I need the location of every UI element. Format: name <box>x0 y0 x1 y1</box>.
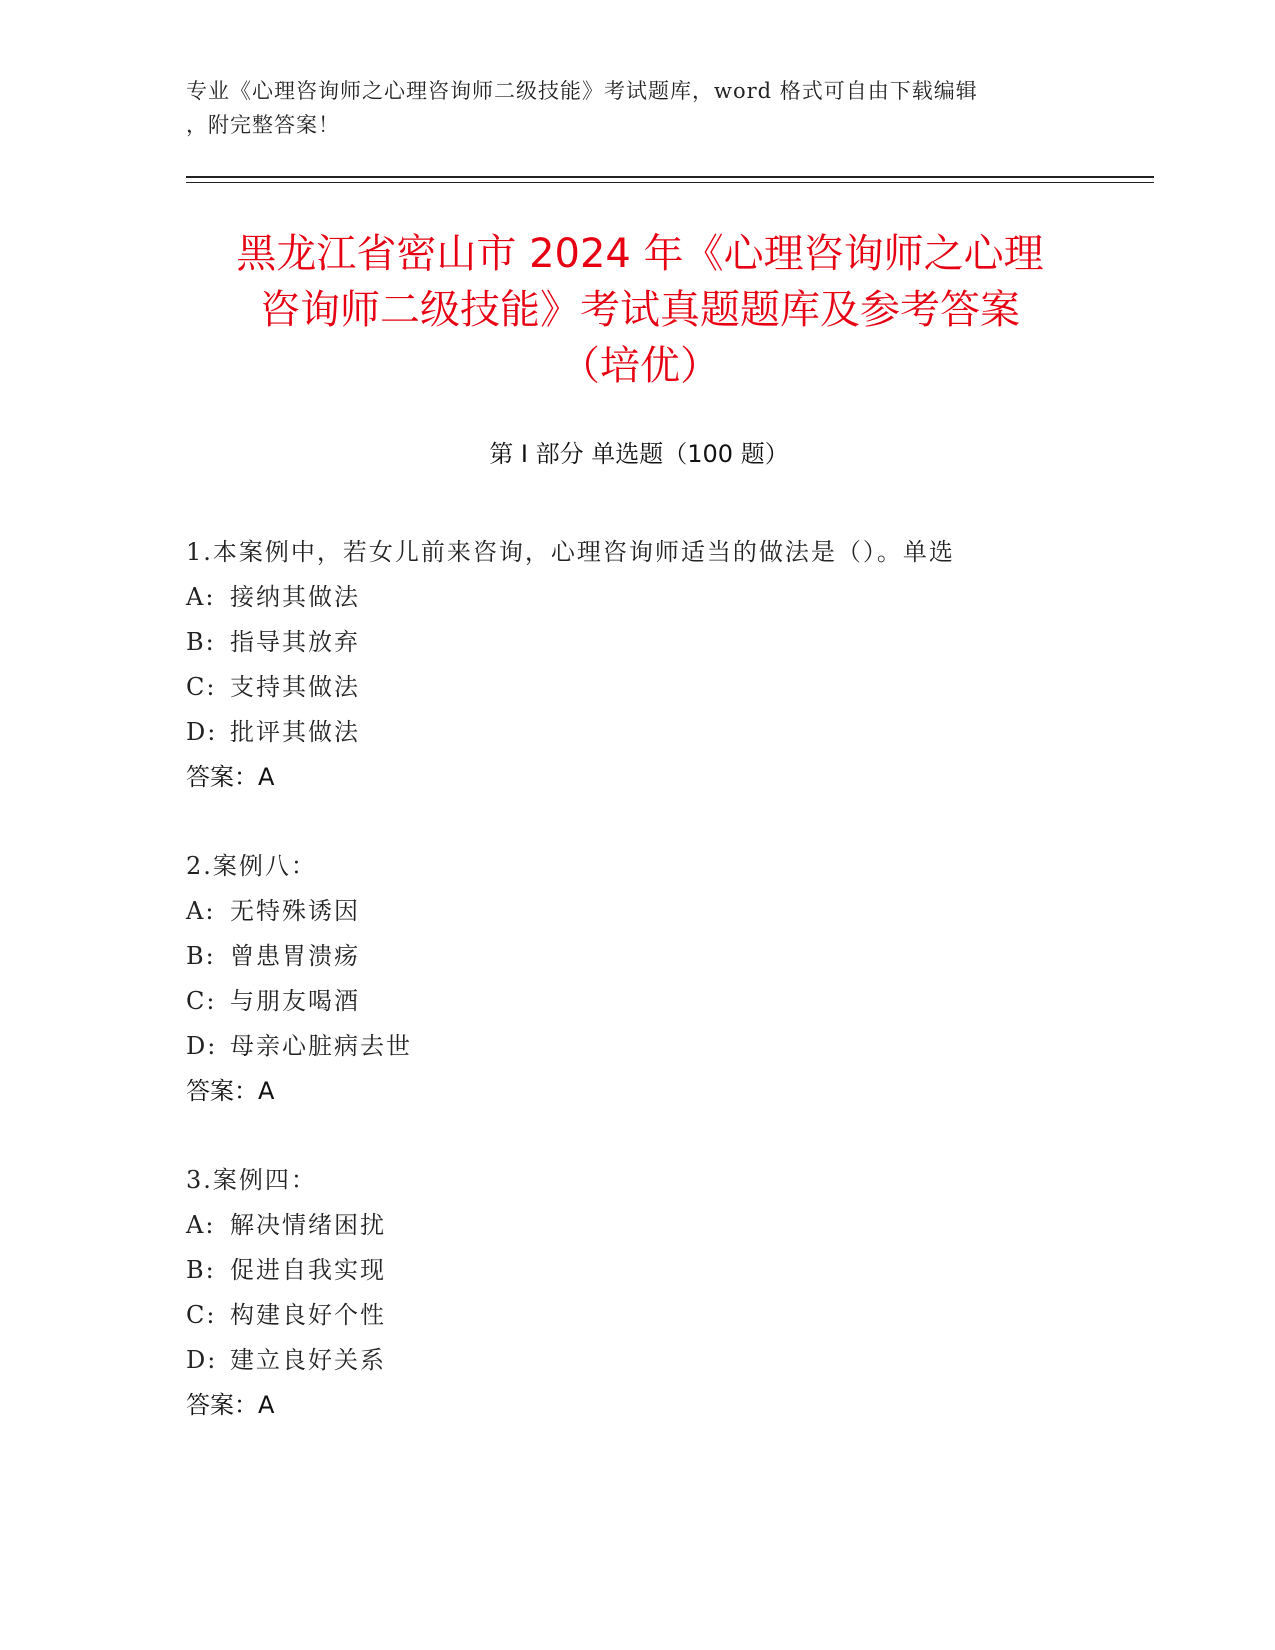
option-text: 无特殊诱因 <box>230 897 360 925</box>
answer-label: 答案： <box>186 763 258 791</box>
option-c <box>186 1293 1086 1338</box>
option-key: B: <box>186 628 216 656</box>
document-title-line-3: （培优） <box>560 343 720 389</box>
option-a <box>186 575 1086 620</box>
option-a <box>186 889 1086 934</box>
option-text: 解决情绪困扰 <box>230 1211 386 1239</box>
question-stem: 2.案例八： <box>186 852 317 880</box>
document-title <box>160 226 1120 394</box>
header-note: 专业《心理咨询师之心理咨询师二级技能》考试题库，word 格式可自由下载编辑 ，附完整答案！ <box>186 79 978 137</box>
header-divider-thick <box>186 176 1154 178</box>
option-text: 构建良好个性 <box>230 1301 386 1329</box>
option-key: D: <box>186 1346 218 1374</box>
option-d <box>186 1024 1086 1069</box>
question-stem: 1.本案例中，若女儿前来咨询，心理咨询师适当的做法是（）。单选 <box>186 538 955 566</box>
option-b <box>186 620 1086 665</box>
answer-label: 答案： <box>186 1077 258 1105</box>
answer-line <box>186 1383 1086 1428</box>
option-key: C: <box>186 673 217 701</box>
document-title-line-2: 咨询师二级技能》考试真题题库及参考答案 <box>260 287 1020 333</box>
answer-value: A <box>258 763 275 791</box>
option-text: 指导其放弃 <box>230 628 360 656</box>
option-key: A: <box>186 583 216 611</box>
option-b <box>186 1248 1086 1293</box>
option-text: 母亲心脏病去世 <box>230 1032 412 1060</box>
option-text: 建立良好关系 <box>230 1346 386 1374</box>
option-c <box>186 979 1086 1024</box>
option-text: 支持其做法 <box>230 673 360 701</box>
question-2 <box>186 844 1086 1114</box>
answer-line <box>186 755 1086 800</box>
answer-value: A <box>258 1077 275 1105</box>
option-key: C: <box>186 1301 217 1329</box>
option-d <box>186 1338 1086 1383</box>
answer-label: 答案： <box>186 1391 258 1419</box>
option-text: 批评其做法 <box>230 718 360 746</box>
option-text: 与朋友喝酒 <box>230 987 360 1015</box>
option-key: B: <box>186 942 216 970</box>
option-key: D: <box>186 718 218 746</box>
option-key: D: <box>186 1032 218 1060</box>
document-title-line-1: 黑龙江省密山市 2024 年《心理咨询师之心理 <box>236 231 1044 277</box>
option-text: 曾患胃溃疡 <box>230 942 360 970</box>
question-list <box>186 530 1086 1472</box>
question-stem: 3.案例四： <box>186 1166 317 1194</box>
option-b <box>186 934 1086 979</box>
option-key: B: <box>186 1256 216 1284</box>
answer-value: A <box>258 1391 275 1419</box>
answer-line <box>186 1069 1086 1114</box>
option-text: 接纳其做法 <box>230 583 360 611</box>
option-key: A: <box>186 1211 216 1239</box>
option-text: 促进自我实现 <box>230 1256 386 1284</box>
option-key: C: <box>186 987 217 1015</box>
option-c <box>186 665 1086 710</box>
option-d <box>186 710 1086 755</box>
question-1 <box>186 530 1086 800</box>
option-a <box>186 1203 1086 1248</box>
header-divider-thin <box>186 182 1154 183</box>
question-3 <box>186 1158 1086 1428</box>
option-key: A: <box>186 897 216 925</box>
section-title: 第 I 部分 单选题（100 题） <box>489 440 789 468</box>
